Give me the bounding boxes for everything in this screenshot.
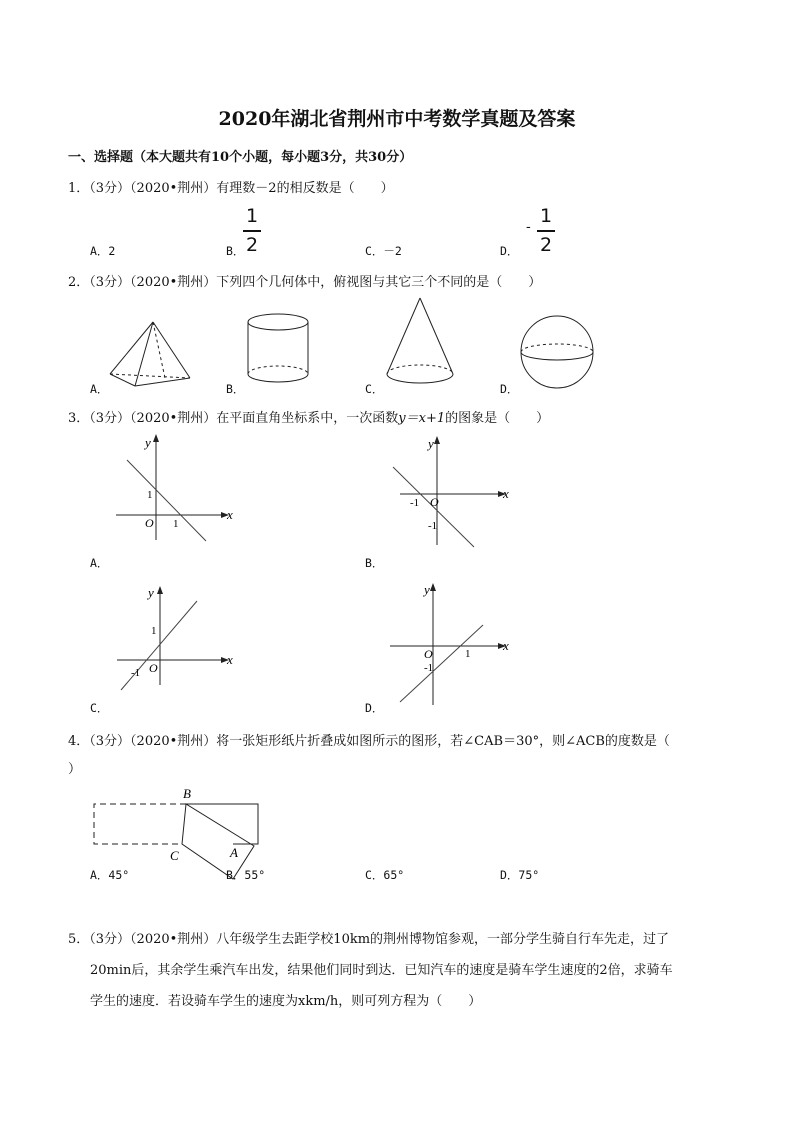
q4-label-a: A	[230, 845, 238, 860]
q4-label-c: C	[170, 848, 179, 863]
graph-d-x-label: x	[503, 638, 509, 653]
graph-c-x-intercept: -1	[131, 667, 141, 679]
graph-d-y-intercept: -1	[424, 662, 434, 674]
question-2-stem: 2．（3分）（2020•荆州）下列四个几何体中，俯视图与其它三个不同的是（ ）	[68, 275, 542, 290]
q4-option-a: A．45°	[90, 868, 130, 882]
q2-option-b: B．	[226, 382, 245, 396]
q1-option-d: D．	[500, 244, 519, 258]
q4-option-c: C．65°	[365, 868, 405, 882]
section-heading: 一、选择题（本大题共有10个小题，每小题3分，共30分）	[68, 150, 413, 165]
q3-option-c: C．	[90, 701, 109, 715]
q4-option-d: D．75°	[500, 868, 540, 882]
q3-option-d: D．	[365, 701, 384, 715]
question-4-stem: 4．（3分）（2020•荆州）将一张矩形纸片折叠成如图所示的图形，若∠CAB＝30°，则∠ACB的度数是（	[68, 734, 670, 749]
q2-option-a: A．	[90, 382, 109, 396]
q1-option-d-minus: -	[526, 219, 531, 235]
graph-a-x-intercept: 1	[173, 518, 179, 530]
q3-option-b: B．	[365, 556, 384, 570]
page-title: 2020年湖北省荆州市中考数学真题及答案	[218, 108, 576, 130]
graph-d-origin: O	[424, 647, 433, 661]
question-5-line-3: 学生的速度．若设骑车学生的速度为xkm/h，则可列方程为（ ）	[90, 994, 482, 1009]
q1-option-a: A．2	[90, 244, 116, 258]
graph-c-origin: O	[149, 661, 158, 675]
fraction-denominator: 2	[245, 233, 259, 256]
graph-b-x-label: x	[503, 486, 509, 501]
graph-a-origin: O	[145, 516, 154, 530]
fraction-numerator: 1	[539, 205, 553, 227]
graph-d-x-intercept: 1	[465, 648, 471, 660]
q4-option-b: B．55°	[226, 868, 266, 882]
fraction-denominator: 2	[539, 233, 553, 256]
graph-c-x-label: x	[227, 652, 233, 667]
graph-d-y-label: y	[424, 582, 430, 597]
q2-option-c: C．	[365, 382, 384, 396]
graph-a-y-label: y	[145, 435, 151, 450]
q4-label-b: B	[183, 786, 191, 801]
question-5-line-2: 20min后，其余学生乘汽车出发，结果他们同时到达．已知汽车的速度是骑车学生速度的2倍，求骑车	[90, 963, 673, 978]
question-5-line-1: 5．（3分）（2020•荆州）八年级学生去距学校10km的荆州博物馆参观，一部分学生骑自行车先走，过了	[68, 932, 670, 947]
q1-option-b: B．	[226, 244, 245, 258]
graph-a-y-intercept: 1	[147, 489, 153, 501]
graph-b-x-intercept: -1	[410, 497, 420, 509]
q3-stem-post: 的图象是（ ）	[445, 411, 550, 426]
graph-a-x-label: x	[227, 507, 233, 522]
question-1-stem: 1．（3分）（2020•荆州）有理数－2的相反数是（ ）	[68, 181, 394, 196]
graph-b-y-label: y	[428, 436, 434, 451]
graph-c-y-label: y	[148, 585, 154, 600]
graph-b-y-intercept: -1	[428, 520, 438, 532]
q3-function: y＝x+1	[398, 411, 446, 426]
q2-option-d: D．	[500, 382, 519, 396]
q3-option-a: A．	[90, 556, 109, 570]
fraction-numerator: 1	[245, 205, 259, 227]
q3-stem-pre: 3．（3分）（2020•荆州）在平面直角坐标系中，一次函数	[68, 411, 399, 426]
graph-b-origin: O	[430, 495, 439, 509]
q1-option-c: C．－2	[365, 244, 402, 258]
question-4-stem-cont: ）	[68, 762, 82, 777]
graph-c-y-intercept: 1	[151, 625, 157, 637]
